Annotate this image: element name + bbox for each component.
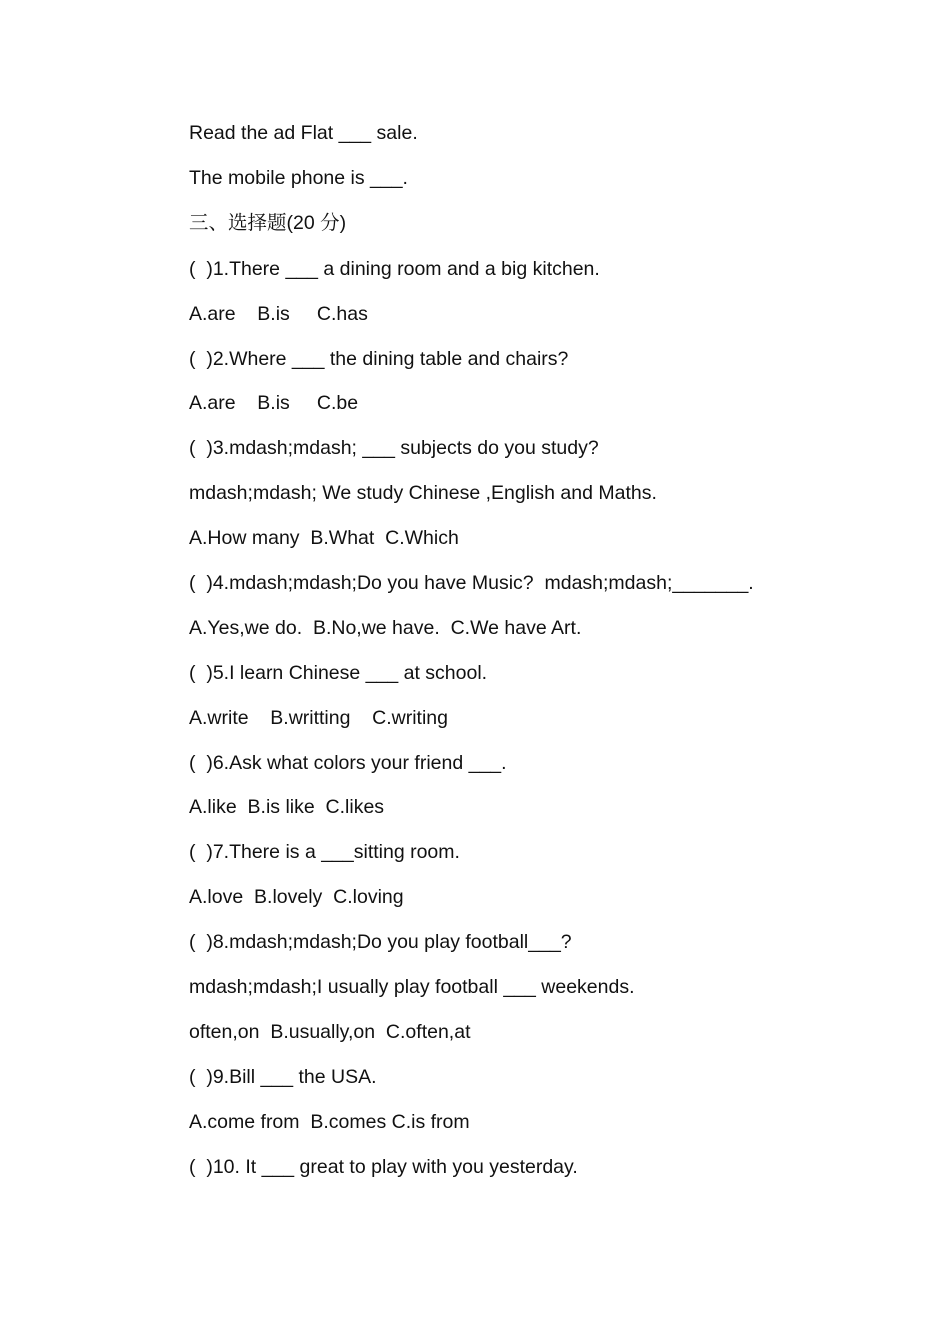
question-7-options: A.love B.lovely C.loving [189,886,404,909]
question-4: ( )4.mdash;mdash;Do you have Music? mdash;mdash;_______. [189,572,754,595]
question-9-options: A.come from B.comes C.is from [189,1110,470,1133]
question-1-options: A.are B.is C.has [189,302,368,325]
question-8-answer-line: mdash;mdash;I usually play football ___ weekends. [189,976,635,999]
question-6: ( )6.Ask what colors your friend ___. [189,751,507,774]
question-3-options: A.How many B.What C.Which [189,527,459,550]
section-heading-multiple-choice: 三、选择题(20 分) [189,211,347,234]
question-5-options: A.write B.writting C.writing [189,706,448,729]
question-2-options: A.are B.is C.be [189,392,359,415]
question-3: ( )3.mdash;mdash; ___ subjects do you study? [189,437,599,460]
question-8: ( )8.mdash;mdash;Do you play football___? [189,931,572,954]
question-4-options: A.Yes,we do. B.No,we have. C.We have Art. [189,616,582,639]
fill-in-line-mobile-phone: The mobile phone is ___. [189,166,408,189]
question-7: ( )7.There is a ___sitting room. [189,841,460,864]
question-1: ( )1.There ___ a dining room and a big kitchen. [189,257,600,280]
question-8-options: often,on B.usually,on C.often,at [189,1020,471,1043]
question-10: ( )10. It ___ great to play with you yesterday. [189,1155,578,1178]
question-6-options: A.like B.is like C.likes [189,796,385,819]
question-2: ( )2.Where ___ the dining table and chairs? [189,347,569,370]
document-body [189,118,889,1196]
fill-in-line-flat-sale: Read the ad Flat ___ sale. [189,122,418,144]
question-3-answer-line: mdash;mdash; We study Chinese ,English and Maths. [189,482,657,505]
question-9: ( )9.Bill ___ the USA. [189,1065,377,1088]
question-5: ( )5.I learn Chinese ___ at school. [189,661,488,684]
